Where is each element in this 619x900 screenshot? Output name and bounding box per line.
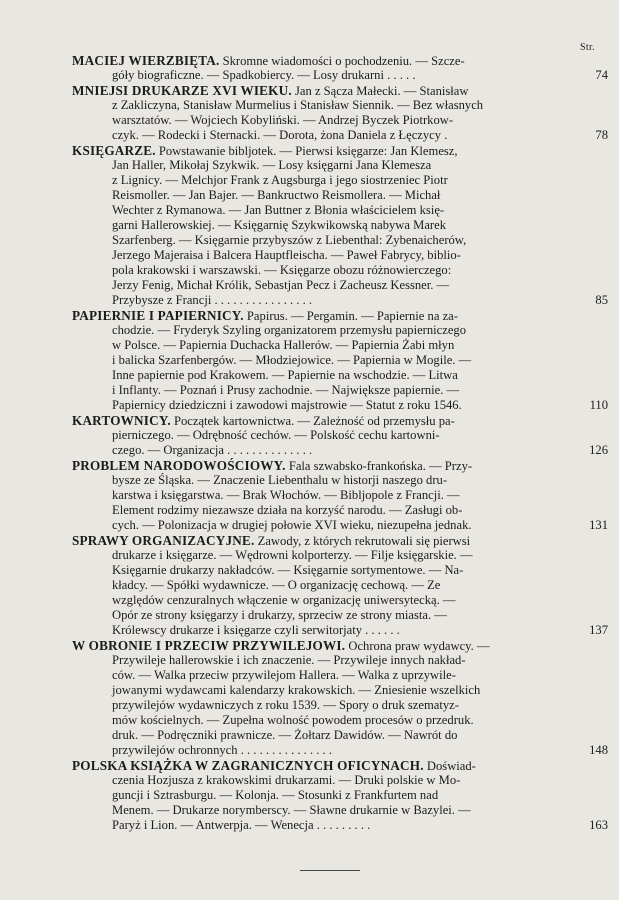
- toc-entry-line: [112, 188, 572, 203]
- toc-entry-line: [112, 158, 572, 173]
- toc-entry: [0, 758, 619, 833]
- toc-entry-line: [112, 368, 572, 383]
- page-number: 85: [595, 293, 608, 307]
- toc-entry-line: [112, 113, 572, 128]
- chapter-summary-text: Przywileje hallerowskie i ich znaczenie. — Przywileje innych nakład-: [112, 653, 466, 667]
- chapter-heading: KARTOWNICY.: [72, 413, 171, 428]
- toc-entry-line: [112, 593, 572, 608]
- toc-entry-line: [112, 293, 572, 308]
- chapter-summary-text: i Inflanty. — Poznań i Prusy zachodnie. — Największe papiernie. —: [112, 383, 460, 397]
- toc-entry-first-line: [72, 83, 572, 98]
- toc-entry: [0, 53, 619, 83]
- chapter-summary-text: przywilejów ochronnych . . . . . . . . . . . . . . .: [112, 743, 333, 757]
- toc-entry-first-line: [72, 758, 572, 773]
- chapter-heading: MNIEJSI DRUKARZE XVI WIEKU.: [72, 83, 292, 98]
- toc-entry-line: [112, 698, 572, 713]
- chapter-summary-text: Jerzy Fenig, Michał Królik, Sebastjan Pecz i Zacheusz Kessner. —: [112, 278, 450, 292]
- table-of-contents: [0, 53, 619, 833]
- chapter-summary-text: względów cenzuralnych włączenie w organizację uniwersytecką. —: [112, 593, 456, 607]
- chapter-summary-text: Papiernicy dziedziczni i zawodowi majstrowie — Statut z roku 1546.: [112, 398, 462, 412]
- toc-entry-line: [112, 233, 572, 248]
- chapter-summary-text: pola krakowski i warszawski. — Księgarze obozu różnowierczego:: [112, 263, 452, 277]
- chapter-summary-text: Doświad-: [423, 759, 476, 773]
- chapter-summary-text: pierniczego. — Odrębność cechów. — Polskość cechu kartowni-: [112, 428, 440, 442]
- toc-entry: [0, 458, 619, 533]
- chapter-summary-text: Księgarnie drukarzy nakładców. — Księgarnie sortymentowe. — Na-: [112, 563, 464, 577]
- toc-entry-line: [112, 128, 572, 143]
- toc-entry-line: [112, 773, 572, 788]
- toc-entry-first-line: [72, 533, 572, 548]
- chapter-summary-text: chodzie. — Fryderyk Szyling organizatorem przemysłu papierniczego: [112, 323, 467, 337]
- toc-entry: [0, 83, 619, 143]
- chapter-summary-text: Jan z Sącza Małecki. — Stanisław: [291, 84, 469, 98]
- toc-entry-first-line: [72, 308, 572, 323]
- chapter-heading: MACIEJ WIERZBIĘTA.: [72, 53, 220, 68]
- chapter-summary-text: z Zakliczyna, Stanisław Murmelius i Stanisław Siennik. — Bez własnych: [112, 98, 484, 112]
- toc-entry-line: [112, 623, 572, 638]
- chapter-summary-text: czyk. — Rodecki i Sternacki. — Dorota, żona Daniela z Łęczycy .: [112, 128, 448, 142]
- toc-entry-line: [112, 578, 572, 593]
- toc-entry-first-line: [72, 143, 572, 158]
- toc-entry-first-line: [72, 413, 572, 428]
- page-number: 74: [595, 68, 608, 82]
- chapter-summary-text: druk. — Podręczniki prawnicze. — Żołtarz Dawidów. — Nawrót do: [112, 728, 458, 742]
- chapter-summary-text: czego. — Organizacja . . . . . . . . . . . . . .: [112, 443, 313, 457]
- page-number: 78: [595, 128, 608, 142]
- chapter-summary-text: Reismoller. — Jan Bajer. — Bankructwo Reismollera. — Michał: [112, 188, 441, 202]
- chapter-summary-text: przywilejów wydawniczych z roku 1539. — Spory o druk szematyz-: [112, 698, 459, 712]
- toc-entry-line: [112, 443, 572, 458]
- toc-entry-first-line: [72, 638, 572, 653]
- toc-entry-line: [112, 518, 572, 533]
- chapter-summary-text: Ochrona praw wydawcy. —: [345, 639, 490, 653]
- chapter-summary-text: Opór ze strony księgarzy i drukarzy, sprzeciw ze strony miasta. —: [112, 608, 447, 622]
- chapter-summary-text: Początek kartownictwa. — Zależność od przemysłu pa-: [170, 414, 455, 428]
- toc-entry-line: [112, 203, 572, 218]
- toc-entry-line: [112, 398, 572, 413]
- page-number: 163: [589, 818, 608, 832]
- page-number: 137: [589, 623, 608, 637]
- chapter-summary-text: mów kościelnych. — Zupełna wolność powodem procesów o przedruk.: [112, 713, 474, 727]
- chapter-heading: SPRAWY ORGANIZACYJNE.: [72, 533, 255, 548]
- toc-entry-first-line: [72, 458, 572, 473]
- toc-entry-line: [112, 98, 572, 113]
- chapter-heading: POLSKA KSIĄŻKA W ZAGRANICZNYCH OFICYNACH.: [72, 758, 424, 773]
- toc-entry-line: [112, 338, 572, 353]
- toc-entry: [0, 413, 619, 458]
- chapter-heading: PROBLEM NARODOWOŚCIOWY.: [72, 458, 286, 473]
- chapter-summary-text: Skromne wiadomości o pochodzeniu. — Szcze-: [219, 54, 465, 68]
- toc-entry-line: [112, 653, 572, 668]
- closing-rule: [300, 870, 360, 871]
- chapter-summary-text: z Lignicy. — Melchjor Frank z Augsburga i jego siostrzeniec Piotr: [112, 173, 448, 187]
- toc-entry-line: [112, 683, 572, 698]
- toc-entry-line: [112, 383, 572, 398]
- toc-entry-line: [112, 608, 572, 623]
- chapter-summary-text: w Polsce. — Papiernia Duchacka Hallerów. — Papiernia Żabi młyn: [112, 338, 455, 352]
- chapter-summary-text: guncji i Sztrasburgu. — Kolonja. — Stosunki z Frankfurtem nad: [112, 788, 439, 802]
- chapter-summary-text: i balicka Szarfenbergów. — Młodziejowice. — Papiernia w Mogile. —: [112, 353, 472, 367]
- toc-entry: [0, 638, 619, 758]
- toc-entry-line: [112, 668, 572, 683]
- chapter-summary-text: czenia Hozjusza z krakowskimi drukarzami. — Druki polskie w Mo-: [112, 773, 461, 787]
- toc-entry-line: [112, 743, 572, 758]
- chapter-heading: PAPIERNIE I PAPIERNICY.: [72, 308, 244, 323]
- toc-entry-line: [112, 218, 572, 233]
- chapter-summary-text: Papirus. — Pergamin. — Papiernie na za-: [243, 309, 458, 323]
- toc-entry-line: [112, 68, 572, 83]
- toc-entry-line: [112, 728, 572, 743]
- chapter-summary-text: Zawody, z których rekrutowali się pierwsi: [254, 534, 471, 548]
- toc-entry-line: [112, 263, 572, 278]
- chapter-heading: W OBRONIE I PRZECIW PRZYWILEJOWI.: [72, 638, 346, 653]
- toc-entry-line: [112, 488, 572, 503]
- toc-entry-line: [112, 323, 572, 338]
- toc-entry-line: [112, 248, 572, 263]
- chapter-heading: KSIĘGARZE.: [72, 143, 156, 158]
- toc-entry-first-line: [72, 53, 572, 68]
- chapter-summary-text: ców. — Walka przeciw przywilejom Hallera. — Walka z uprzywile-: [112, 668, 456, 682]
- chapter-summary-text: Inne papiernie pod Krakowem. — Papiernie na wschodzie. — Litwa: [112, 368, 458, 382]
- page-number: 126: [589, 443, 608, 457]
- toc-entry-line: [112, 173, 572, 188]
- toc-entry: [0, 308, 619, 413]
- chapter-summary-text: Menem. — Drukarze norymberscy. — Sławne drukarnie w Bazylei. —: [112, 803, 471, 817]
- chapter-summary-text: Powstawanie bibljotek. — Pierwsi księgarze: Jan Klemesz,: [155, 144, 458, 158]
- toc-entry-line: [112, 353, 572, 368]
- chapter-summary-text: Jan Haller, Mikołaj Szykwik. — Losy księgarni Jana Klemesza: [112, 158, 432, 172]
- page-number: 148: [589, 743, 608, 757]
- chapter-summary-text: Paryż i Lion. — Antwerpja. — Wenecja . . . . . . . . .: [112, 818, 371, 832]
- toc-entry-line: [112, 278, 572, 293]
- chapter-summary-text: Przybysze z Francji . . . . . . . . . . . . . . . .: [112, 293, 313, 307]
- page-column-label: Str.: [580, 42, 595, 53]
- toc-entry-line: [112, 428, 572, 443]
- page-number: 110: [589, 398, 608, 412]
- toc-entry-line: [112, 473, 572, 488]
- chapter-summary-text: Element rodzimy niezawsze działa na korzyść narodu. — Zasługi ob-: [112, 503, 463, 517]
- chapter-summary-text: cych. — Polonizacja w drugiej połowie XVI wieku, niezupełna jednak.: [112, 518, 472, 532]
- chapter-summary-text: Szarfenberg. — Księgarnie przybyszów z Liebenthal: Zybenaicherów,: [112, 233, 467, 247]
- chapter-summary-text: Fala szwabsko-frankońska. — Przy-: [285, 459, 473, 473]
- toc-entry-line: [112, 548, 572, 563]
- chapter-summary-text: garni Hallerowskiej. — Księgarnię Szykwikowską nabywa Marek: [112, 218, 446, 232]
- toc-entry-line: [112, 788, 572, 803]
- toc-entry-line: [112, 803, 572, 818]
- toc-entry: [0, 143, 619, 308]
- chapter-summary-text: Jerzego Majeraisa i Balcera Hauptfleischa. — Paweł Fabrycy, biblio-: [112, 248, 461, 262]
- chapter-summary-text: warsztatów. — Wojciech Kobyliński. — Andrzej Byczek Piotrkow-: [112, 113, 454, 127]
- chapter-summary-text: Królewscy drukarze i księgarze czyli serwitorjaty . . . . . .: [112, 623, 400, 637]
- toc-entry-line: [112, 713, 572, 728]
- toc-entry-line: [112, 503, 572, 518]
- toc-entry-line: [112, 563, 572, 578]
- toc-entry: [0, 533, 619, 638]
- chapter-summary-text: góły biograficzne. — Spadkobiercy. — Losy drukarni . . . . .: [112, 68, 416, 82]
- chapter-summary-text: jowanymi wydawcami kalendarzy krakowskich. — Zniesienie wszelkich: [112, 683, 481, 697]
- toc-entry-line: [112, 818, 572, 833]
- chapter-summary-text: bysze ze Śląska. — Znaczenie Liebenthalu w historji naszego dru-: [112, 473, 448, 487]
- chapter-summary-text: drukarze i księgarze. — Wędrowni kolporterzy. — Filje księgarskie. —: [112, 548, 473, 562]
- chapter-summary-text: kładcy. — Spółki wydawnicze. — O organizację cechową. — Ze: [112, 578, 441, 592]
- page-number: 131: [589, 518, 608, 532]
- chapter-summary-text: karstwa i księgarstwa. — Brak Włochów. — Bibljopole z Francji. —: [112, 488, 460, 502]
- chapter-summary-text: Wechter z Rymanowa. — Jan Buttner z Błonia właścicielem księ-: [112, 203, 445, 217]
